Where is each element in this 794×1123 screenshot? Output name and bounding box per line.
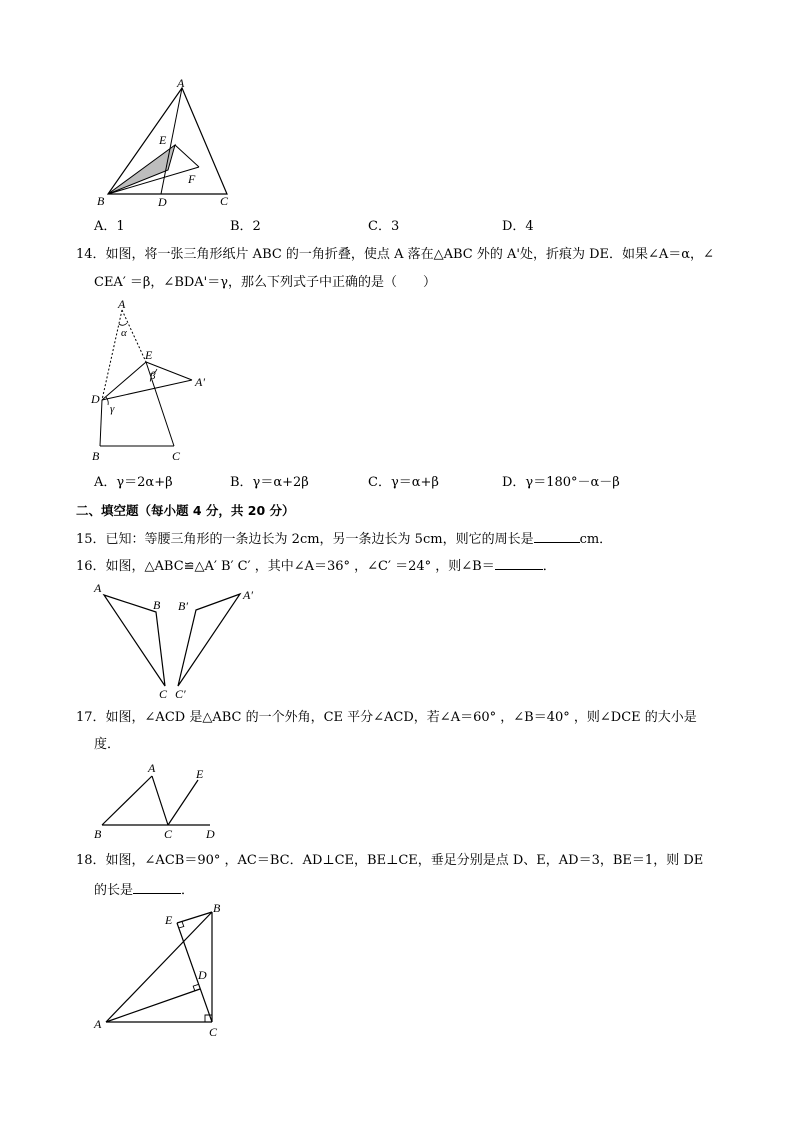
q13-label-a: A	[177, 78, 185, 90]
q13-line-ef	[175, 145, 199, 167]
q18-label-e: E	[165, 913, 173, 927]
q14-label-beta: β	[150, 370, 156, 382]
q14-angle-arc-alpha	[119, 323, 127, 325]
q16-label-a-prime: A′	[243, 588, 253, 602]
q14-line-de	[102, 362, 146, 400]
q17-label-d: D	[206, 827, 215, 841]
q14-option-a: A．γ＝2α+β	[94, 475, 173, 490]
q13-figure	[95, 78, 245, 210]
q15-text	[76, 528, 612, 549]
q17-line-ac	[152, 776, 168, 825]
q14-option-c: C．γ＝α+β	[368, 475, 439, 490]
q17-label-a: A	[148, 761, 156, 775]
q14-figure	[88, 296, 218, 468]
q18-label-a: A	[94, 1017, 102, 1031]
q16-label-b-prime: B′	[178, 599, 188, 613]
q16-label-c-prime: C′	[175, 687, 186, 701]
q18-label-b: B	[213, 901, 221, 915]
q16-label-c: C	[159, 687, 168, 701]
q17-line-ab	[102, 776, 152, 825]
q17-label-c: C	[164, 827, 173, 841]
q15-text-after: cm．	[579, 532, 613, 547]
q16-text	[76, 555, 556, 576]
q14-line-1: 14．如图，将一张三角形纸片 ABC 的一角折叠，使点 A 落在△ABC 外的 A'处，折痕为 DE．如果∠A＝α，∠	[76, 247, 714, 262]
q16-text-after: ．	[542, 559, 556, 574]
q14-label-alpha: α	[121, 327, 127, 339]
q13-option-c: C．3	[368, 219, 400, 234]
q13-label-f: F	[188, 172, 196, 186]
q18-line-ad	[106, 989, 200, 1022]
q16-label-b: B	[153, 598, 161, 612]
q17-line-1: 17．如图，∠ACD 是△ABC 的一个外角，CE 平分∠ACD，若∠A＝60° ，∠B＝40° ，则∠DCE 的大小是	[76, 710, 697, 725]
q18-line-ce	[177, 923, 212, 1022]
q18-answer-blank[interactable]	[133, 879, 181, 894]
q14-label-e: E	[145, 348, 153, 362]
q15-text-before: 15．已知：等腰三角形的一条边长为 2cm，另一条边长为 5cm，则它的周长是	[76, 532, 534, 547]
q16-figure	[88, 580, 268, 702]
q16-text-before: 16．如图，△ABC≌△A′ B′ C′ ，其中∠A＝36° ，∠C′ ＝24° ，则∠B＝	[76, 559, 495, 574]
q17-line-ce	[168, 780, 198, 825]
section-2-title: 二、填空题（每小题 4 分，共 20 分）	[76, 503, 295, 518]
q18-line-2-before: 的长是	[94, 883, 134, 898]
q14-label-a-prime: A'	[195, 375, 205, 389]
q13-option-b: B．2	[230, 219, 261, 234]
q18-label-c: C	[209, 1025, 218, 1039]
q13-label-d: D	[158, 195, 167, 209]
q14-line-da-prime	[102, 380, 192, 400]
q13-label-e: E	[159, 133, 167, 147]
q14-label-a: A	[118, 297, 126, 311]
q18-line-2-after: ．	[181, 883, 195, 898]
q13-label-c: C	[220, 194, 229, 208]
q13-shaded-triangle	[108, 145, 175, 194]
q17-figure	[88, 760, 228, 842]
q14-dotted-ad	[102, 310, 122, 400]
q18-figure	[88, 900, 238, 1042]
q14-line-2: CEA′ ＝β，∠BDA'＝γ，那么下列式子中正确的是（ ）	[94, 275, 437, 290]
q17-label-b: B	[94, 827, 102, 841]
q14-line-db	[100, 400, 102, 446]
q18-line-1: 18．如图，∠ACB＝90° ，AC＝BC．AD⊥CE，BE⊥CE，垂足分别是点 D、E，AD＝3，BE＝1，则 DE	[76, 853, 704, 868]
q13-option-a: A．1	[94, 219, 125, 234]
q14-option-d: D．γ＝180°－α－β	[502, 475, 620, 490]
q14-label-c: C	[172, 449, 181, 463]
q14-label-d: D	[91, 392, 100, 406]
q13-triangle-abc	[108, 88, 227, 194]
q17-label-e: E	[196, 767, 204, 781]
q17-line-2: 度．	[94, 737, 121, 752]
q18-line-2	[94, 879, 194, 900]
q18-line-ab	[106, 912, 212, 1022]
q14-label-gamma: γ	[110, 403, 115, 415]
q16-answer-blank[interactable]	[495, 555, 543, 570]
q14-option-b: B．γ＝α+2β	[230, 475, 309, 490]
q18-label-d: D	[198, 968, 207, 982]
q15-answer-blank[interactable]	[534, 528, 580, 543]
q13-label-b: B	[97, 194, 105, 208]
q14-label-b: B	[92, 449, 100, 463]
q13-option-d: D．4	[502, 219, 534, 234]
q16-label-a: A	[94, 581, 102, 595]
